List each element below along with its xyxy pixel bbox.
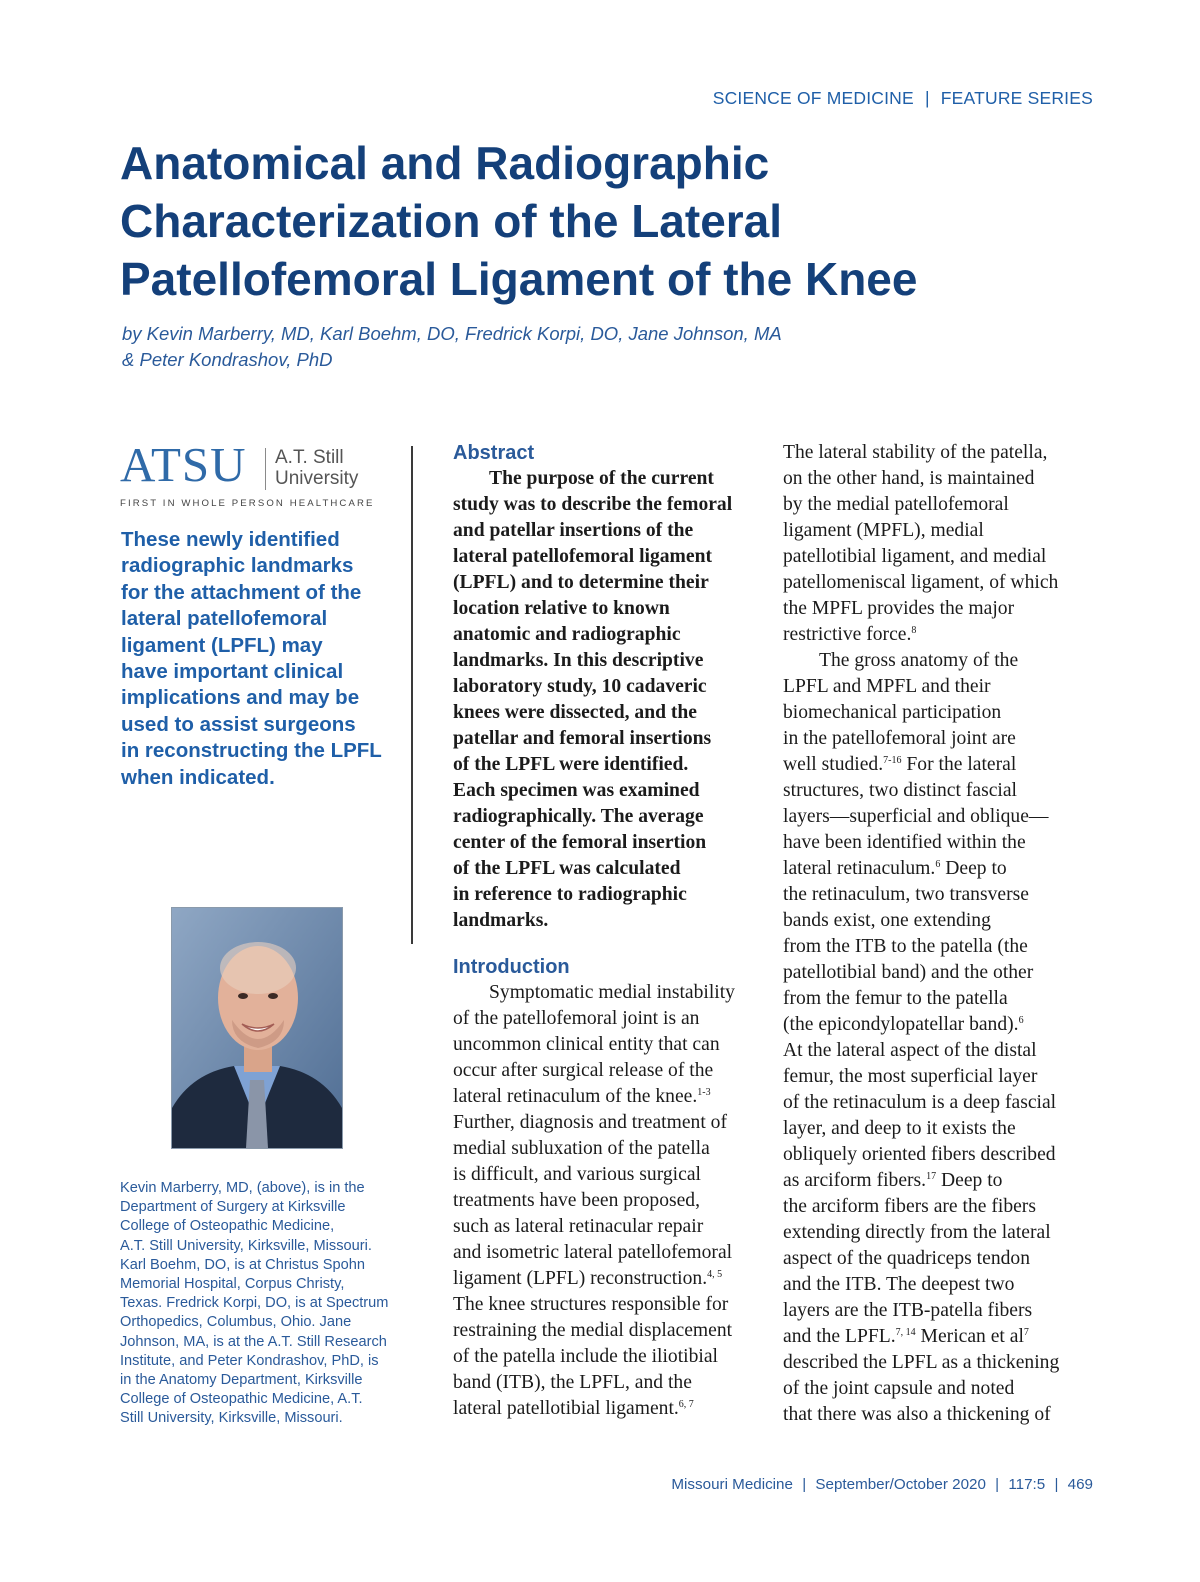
- line-text: described the LPFL as a thickening: [783, 1352, 1060, 1373]
- body-line: [783, 882, 1093, 908]
- bio-line: College of Osteopathic Medicine,: [120, 1218, 335, 1235]
- introduction-line: [453, 1396, 763, 1422]
- logo-acronym: ATSU: [120, 437, 247, 492]
- abstract-line: laboratory study, 10 cadaveric: [453, 676, 707, 697]
- citation-superscript: 7: [1023, 1327, 1029, 1338]
- abstract-line: and patellar insertions of the: [453, 520, 694, 541]
- line-text: patellotibial ligament, and medial: [783, 546, 1047, 567]
- abstract-line: radiographically. The average: [453, 806, 704, 827]
- line-text: of the retinaculum is a deep fascial: [783, 1092, 1057, 1113]
- line-text: At the lateral aspect of the distal: [783, 1040, 1037, 1061]
- byline-line: by Kevin Marberry, MD, Karl Boehm, DO, Fredrick Korpi, DO, Jane Johnson, MA: [122, 323, 782, 344]
- introduction-line: [453, 1214, 763, 1240]
- body-line: [783, 1350, 1093, 1376]
- abstract-line: The purpose of the current: [489, 468, 714, 489]
- body-line: [783, 778, 1093, 804]
- body-line: [783, 466, 1093, 492]
- citation-superscript: 8: [911, 625, 917, 636]
- pull-quote-line: ligament (LPFL) may: [121, 633, 323, 657]
- title-line: Patellofemoral Ligament of the Knee: [120, 253, 918, 305]
- introduction-line: [453, 1240, 763, 1266]
- line-text: the MPFL provides the major: [783, 598, 1015, 619]
- line-text: lateral retinaculum of the knee.: [453, 1086, 698, 1107]
- line-text: restrictive force.: [783, 624, 912, 645]
- footer-journal: Missouri Medicine: [671, 1476, 793, 1493]
- body-line: [783, 1168, 1093, 1194]
- line-text: by the medial patellofemoral: [783, 494, 1009, 515]
- pull-quote: [121, 527, 411, 791]
- citation-superscript: 17: [926, 1171, 937, 1182]
- bio-line: Institute, and Peter Kondrashov, PhD, is: [120, 1352, 379, 1369]
- body-line: [783, 518, 1093, 544]
- atsu-logo: [120, 437, 420, 510]
- abstract-line: of the LPFL was calculated: [453, 858, 681, 879]
- body-line: [783, 804, 1093, 830]
- line-text: The knee structures responsible for: [453, 1294, 729, 1315]
- line-text: uncommon clinical entity that can: [453, 1034, 720, 1055]
- abstract-line: lateral patellofemoral ligament: [453, 546, 712, 567]
- line-text: such as lateral retinacular repair: [453, 1216, 704, 1237]
- body-line: [783, 622, 1093, 648]
- line-text: the arciform fibers are the fibers: [783, 1196, 1036, 1217]
- line-text: in the patellofemoral joint are: [783, 728, 1016, 749]
- bio-line: Still University, Kirksville, Missouri.: [120, 1410, 343, 1427]
- introduction-line: [453, 1344, 763, 1370]
- introduction-line: [453, 1266, 763, 1292]
- section-separator: |: [924, 88, 930, 108]
- byline-line: & Peter Kondrashov, PhD: [122, 349, 333, 370]
- line-text: is difficult, and various surgical: [453, 1164, 701, 1185]
- title-line: Anatomical and Radiographic: [120, 137, 770, 189]
- pull-quote-line: have important clinical: [121, 660, 344, 684]
- line-text: lateral retinaculum.: [783, 858, 936, 879]
- abstract-line: (LPFL) and to determine their: [453, 572, 709, 593]
- footer-volume: 117:5: [1008, 1476, 1046, 1493]
- title-line: Characterization of the Lateral: [120, 195, 783, 247]
- line-text: of the joint capsule and noted: [783, 1378, 1015, 1399]
- line-text: (the epicondylopatellar band).: [783, 1014, 1019, 1035]
- citation-superscript: 4, 5: [707, 1269, 723, 1280]
- bio-line: Kevin Marberry, MD, (above), is in the: [120, 1180, 365, 1196]
- logo-tagline: FIRST IN WHOLE PERSON HEALTHCARE: [120, 498, 375, 509]
- citation-superscript: 6, 7: [678, 1399, 694, 1410]
- line-text: band (ITB), the LPFL, and the: [453, 1372, 692, 1393]
- body-line: [783, 908, 1093, 934]
- body-line: [783, 1376, 1093, 1402]
- body-line: [783, 1116, 1093, 1142]
- introduction-line: [453, 980, 763, 1006]
- bio-line: Orthopedics, Columbus, Ohio. Jane: [120, 1314, 352, 1331]
- body-line: [783, 752, 1093, 778]
- abstract-text: [453, 466, 763, 934]
- line-text: The gross anatomy of the: [819, 650, 1019, 671]
- bio-line: Johnson, MA, is at the A.T. Still Research: [120, 1333, 387, 1350]
- line-text: patellomeniscal ligament, of which: [783, 572, 1059, 593]
- page-footer: [671, 1476, 1093, 1493]
- body-line: [783, 1402, 1093, 1428]
- footer-separator: |: [802, 1476, 807, 1493]
- line-text: and the LPFL.: [783, 1326, 896, 1347]
- line-text: The lateral stability of the patella,: [783, 442, 1048, 463]
- line-text: For the lateral: [901, 754, 1017, 775]
- body-line: [783, 1298, 1093, 1324]
- citation-superscript: 7-16: [883, 755, 902, 766]
- citation-superscript: 6: [1018, 1015, 1024, 1026]
- body-line: [783, 1220, 1093, 1246]
- line-text: from the femur to the patella: [783, 988, 1008, 1009]
- column-middle: [453, 440, 763, 1422]
- body-line: [783, 856, 1093, 882]
- abstract-line: center of the femoral insertion: [453, 832, 707, 853]
- bio-line: A.T. Still University, Kirksville, Missouri.: [120, 1237, 372, 1254]
- bio-line: Texas. Fredrick Korpi, DO, is at Spectrum: [120, 1295, 389, 1312]
- line-text: and the ITB. The deepest two: [783, 1274, 1015, 1295]
- body-line: [783, 934, 1093, 960]
- line-text: of the patellofemoral joint is an: [453, 1008, 700, 1029]
- line-text: and isometric lateral patellofemoral: [453, 1242, 733, 1263]
- body-line: [783, 986, 1093, 1012]
- abstract-line: study was to describe the femoral: [453, 494, 733, 515]
- line-text: biomechanical participation: [783, 702, 1002, 723]
- line-text: from the ITB to the patella (the: [783, 936, 1028, 957]
- introduction-line: [453, 1006, 763, 1032]
- abstract-line: patellar and femoral insertions: [453, 728, 712, 749]
- line-text: femur, the most superficial layer: [783, 1066, 1038, 1087]
- pull-quote-line: implications and may be: [121, 686, 360, 710]
- body-line: [783, 1324, 1093, 1350]
- pull-quote-line: These newly identified: [121, 528, 340, 551]
- author-photo: [171, 907, 343, 1149]
- body-line: [783, 1064, 1093, 1090]
- introduction-line: [453, 1370, 763, 1396]
- body-line: [783, 492, 1093, 518]
- line-text: layers are the ITB-patella fibers: [783, 1300, 1033, 1321]
- line-text: occur after surgical release of the: [453, 1060, 714, 1081]
- line-text: structures, two distinct fascial: [783, 780, 1017, 801]
- body-line: [783, 1090, 1093, 1116]
- introduction-line: [453, 1292, 763, 1318]
- abstract-line: landmarks.: [453, 910, 549, 931]
- introduction-line: [453, 1136, 763, 1162]
- line-text: bands exist, one extending: [783, 910, 991, 931]
- abstract-line: Each specimen was examined: [453, 780, 700, 801]
- series-name: FEATURE SERIES: [940, 88, 1093, 108]
- line-text: Deep to: [936, 1170, 1003, 1191]
- article-title: [120, 134, 1040, 308]
- citation-superscript: 1-3: [697, 1087, 711, 1098]
- pull-quote-line: when indicated.: [121, 765, 275, 789]
- abstract-heading: Abstract: [453, 442, 535, 464]
- introduction-line: [453, 1110, 763, 1136]
- introduction-heading: Introduction: [453, 956, 570, 978]
- line-text: well studied.: [783, 754, 884, 775]
- body-line: [783, 1142, 1093, 1168]
- bio-line: Karl Boehm, DO, is at Christus Spohn: [120, 1256, 365, 1273]
- abstract-line: anatomic and radiographic: [453, 624, 681, 645]
- body-line: [783, 544, 1093, 570]
- line-text: Further, diagnosis and treatment of: [453, 1112, 728, 1133]
- body-line: [783, 1012, 1093, 1038]
- body-line: [783, 726, 1093, 752]
- body-line: [783, 1246, 1093, 1272]
- abstract-line: in reference to radiographic: [453, 884, 687, 905]
- column-divider: [411, 446, 413, 944]
- byline: [122, 321, 1002, 373]
- line-text: of the patella include the iliotibial: [453, 1346, 718, 1367]
- logo-name-line: A.T. Still: [275, 447, 344, 468]
- abstract-line: landmarks. In this descriptive: [453, 650, 704, 671]
- line-text: medial subluxation of the patella: [453, 1138, 710, 1159]
- line-text: patellotibial band) and the other: [783, 962, 1034, 983]
- line-text: ligament (LPFL) reconstruction.: [453, 1268, 708, 1289]
- body-line: [783, 830, 1093, 856]
- body-line: [783, 1272, 1093, 1298]
- author-bio: [120, 1179, 432, 1429]
- citation-superscript: 7, 14: [895, 1327, 916, 1338]
- footer-separator: |: [995, 1476, 1000, 1493]
- introduction-line: [453, 1058, 763, 1084]
- logo-divider: [265, 448, 266, 490]
- bio-line: in the Anatomy Department, Kirksville: [120, 1372, 363, 1389]
- section-name: SCIENCE OF MEDICINE: [712, 88, 914, 108]
- logo-name-line: University: [275, 468, 359, 489]
- line-text: that there was also a thickening of: [783, 1404, 1051, 1425]
- introduction-line: [453, 1318, 763, 1344]
- introduction-line: [453, 1084, 763, 1110]
- line-text: LPFL and MPFL and their: [783, 676, 991, 697]
- line-text: as arciform fibers.: [783, 1170, 927, 1191]
- body-line: [783, 596, 1093, 622]
- line-text: Deep to: [940, 858, 1007, 879]
- bio-line: College of Osteopathic Medicine, A.T.: [120, 1391, 363, 1408]
- introduction-line: [453, 1188, 763, 1214]
- body-line: [783, 700, 1093, 726]
- line-text: aspect of the quadriceps tendon: [783, 1248, 1031, 1269]
- abstract-line: location relative to known: [453, 598, 670, 619]
- line-text: treatments have been proposed,: [453, 1190, 701, 1211]
- pull-quote-line: radiographic landmarks: [121, 554, 354, 578]
- body-line: [783, 570, 1093, 596]
- pull-quote-line: used to assist surgeons: [121, 712, 356, 736]
- citation-superscript: 6: [935, 859, 941, 870]
- body-line: [783, 1038, 1093, 1064]
- introduction-line: [453, 1032, 763, 1058]
- introduction-line: [453, 1162, 763, 1188]
- body-line: [783, 440, 1093, 466]
- footer-page-number: 469: [1067, 1476, 1093, 1493]
- body-line: [783, 960, 1093, 986]
- line-text: obliquely oriented fibers described: [783, 1144, 1056, 1165]
- line-text: ligament (MPFL), medial: [783, 520, 984, 541]
- footer-separator: |: [1054, 1476, 1059, 1493]
- pull-quote-line: in reconstructing the LPFL: [121, 739, 382, 763]
- body-line: [783, 1194, 1093, 1220]
- line-text: extending directly from the lateral: [783, 1222, 1051, 1243]
- pull-quote-line: lateral patellofemoral: [121, 607, 328, 631]
- introduction-text: [453, 980, 763, 1422]
- bio-line: Department of Surgery at Kirksville: [120, 1199, 346, 1216]
- abstract-line: of the LPFL were identified.: [453, 754, 689, 775]
- footer-issue-date: September/October 2020: [815, 1476, 986, 1493]
- line-text: Merican et al: [915, 1326, 1024, 1347]
- line-text: layers—superficial and oblique—: [783, 806, 1049, 827]
- body-line: [783, 648, 1093, 674]
- line-text: Symptomatic medial instability: [489, 982, 735, 1003]
- line-text: lateral patellotibial ligament.: [453, 1398, 679, 1419]
- column-right: [783, 440, 1093, 1428]
- line-text: on the other hand, is maintained: [783, 468, 1035, 489]
- line-text: have been identified within the: [783, 832, 1026, 853]
- pull-quote-line: for the attachment of the: [121, 580, 362, 604]
- bio-line: Memorial Hospital, Corpus Christy,: [120, 1276, 345, 1293]
- line-text: layer, and deep to it exists the: [783, 1118, 1016, 1139]
- section-label: [713, 88, 1093, 109]
- body-line: [783, 674, 1093, 700]
- line-text: the retinaculum, two transverse: [783, 884, 1029, 905]
- abstract-line: knees were dissected, and the: [453, 702, 698, 723]
- line-text: restraining the medial displacement: [453, 1320, 733, 1341]
